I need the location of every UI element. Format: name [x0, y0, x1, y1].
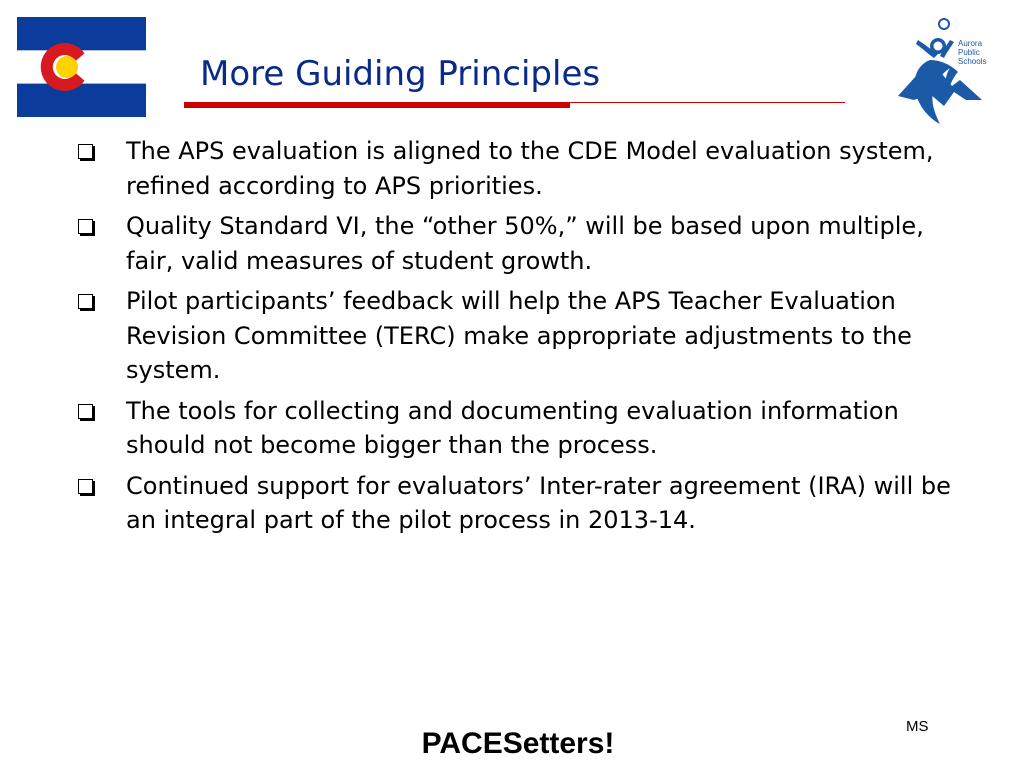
- footer-brand: PACESetters!: [421, 727, 615, 760]
- colorado-flag-icon: [17, 17, 146, 117]
- checkbox-icon: [78, 404, 93, 419]
- title-underline-thick: [184, 102, 570, 108]
- bullet-text: Continued support for evaluators’ Inter-rater agreement (IRA) will be an integral part of the pilot process in 2013-14.: [126, 471, 951, 534]
- bullet-item: [72, 394, 972, 463]
- bullet-text: The APS evaluation is aligned to the CDE Model evaluation system, refined according to APS priorities.: [126, 137, 934, 200]
- checkbox-icon: [78, 479, 93, 494]
- bullet-text: Pilot participants’ feedback will help the APS Teacher Evaluation Revision Committee (TERC) make appropriate adjustments to the system.: [126, 287, 912, 384]
- slide-title: More Guiding Principles: [200, 54, 601, 94]
- title-underline-thin: [570, 102, 845, 103]
- aurora-public-schools-logo: [894, 14, 992, 128]
- checkbox-icon: [78, 294, 93, 309]
- bullet-item: [72, 469, 972, 538]
- bullet-item: [72, 209, 972, 278]
- bullet-text: Quality Standard VI, the “other 50%,” will be based upon multiple, fair, valid measures of student growth.: [126, 212, 924, 275]
- bullet-list: [72, 134, 972, 544]
- bullet-item: [72, 134, 972, 203]
- footer-initials: MS: [906, 718, 929, 735]
- bullet-text: The tools for collecting and documenting evaluation information should not become bigger than the process.: [126, 396, 899, 459]
- logo-text-line-3: Schools: [958, 57, 987, 66]
- checkbox-icon: [78, 219, 93, 234]
- checkbox-icon: [78, 144, 93, 159]
- logo-text-line-1: Aurora: [958, 39, 983, 48]
- bullet-item: [72, 284, 972, 388]
- logo-text-line-2: Public: [958, 48, 980, 57]
